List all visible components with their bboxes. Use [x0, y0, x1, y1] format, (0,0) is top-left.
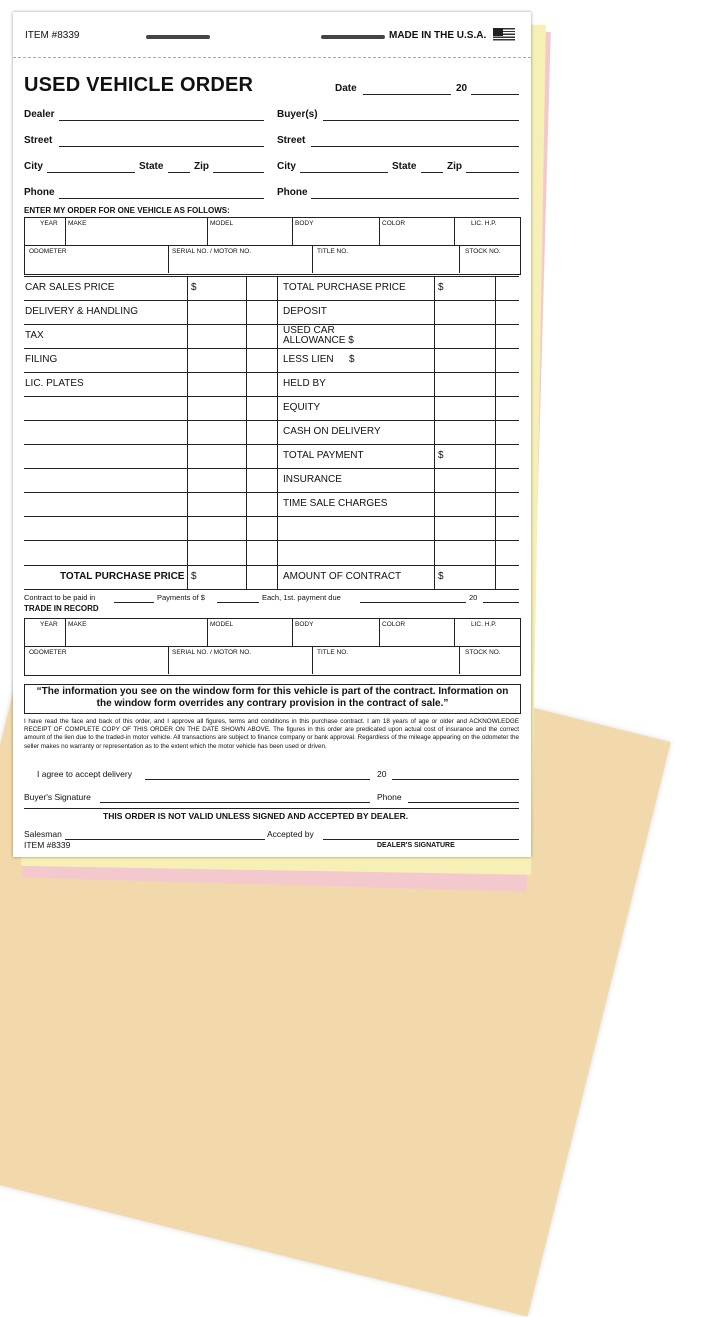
row-deposit: DEPOSIT: [283, 306, 327, 317]
col-odometer: ODOMETER: [29, 248, 67, 255]
row-total-payment: TOTAL PAYMENT: [283, 450, 364, 461]
price-table-row-line: [24, 468, 519, 469]
trade-col-lic-hp: LIC. H.P.: [471, 621, 497, 628]
agree-year-field[interactable]: [392, 779, 519, 780]
price-col-divider: [187, 276, 188, 589]
buyer-signature-label: Buyer's Signature: [24, 792, 91, 802]
grid-divider: [379, 217, 380, 245]
trade-col-stock: STOCK NO.: [465, 649, 501, 656]
grid-divider: [168, 245, 169, 273]
city-label: City: [24, 161, 43, 172]
legal-text: I have read the face and back of this order, and I approve all figures, terms and conditions in this purchase contract. I am 18 years of age or older and ACKNOWLEDGE RECEIPT OF COMPLETE COPY OF THIS ORDER ON THE DATE SHOWN ABOVE. The figures in this order are predicated upon actual cost of insurance and the correct amount of the lien due to the traded-in motor vehicle. All transactions are subject to finance company or bank approval. Regardless of the mileage appearing on the odometer the seller makes no warranty or representation as to the extent which the motor vehicle has been used or driven.: [24, 718, 519, 750]
grid-divider: [65, 618, 66, 646]
row-total-purchase-price: TOTAL PURCHASE PRICE: [283, 282, 406, 293]
zip-field[interactable]: [213, 172, 264, 173]
row-held-by: HELD BY: [283, 378, 326, 389]
phone2-field[interactable]: [408, 802, 519, 803]
col-model: MODEL: [210, 220, 234, 227]
grid-divider: [292, 217, 293, 245]
payments-of: Payments of $: [157, 593, 205, 602]
salesman-field[interactable]: [65, 839, 265, 840]
price-col-divider: [246, 276, 247, 589]
grid-divider: [207, 618, 208, 646]
form-title: USED VEHICLE ORDER: [24, 74, 254, 96]
trade-col-make: MAKE: [68, 621, 87, 628]
dollar-sign: $: [349, 354, 355, 365]
dollar-sign: $: [438, 450, 444, 461]
buyer-city-field[interactable]: [300, 172, 388, 173]
phone2-label: Phone: [377, 792, 402, 802]
grid-divider: [65, 217, 66, 245]
city-field[interactable]: [47, 172, 135, 173]
order-heading: ENTER MY ORDER FOR ONE VEHICLE AS FOLLOWS:: [24, 206, 230, 215]
contract-year: 20: [469, 593, 478, 602]
contract-year-field[interactable]: [483, 602, 519, 603]
buyer-signature-field[interactable]: [100, 802, 370, 803]
binding-bar-left: [146, 35, 210, 39]
year-field[interactable]: [471, 94, 519, 95]
grid-divider: [207, 217, 208, 245]
vehicle-grid: [24, 217, 521, 275]
price-table-row-line: [24, 565, 519, 566]
row-less-lien: LESS LIEN: [283, 354, 334, 365]
buyer-state-label: State: [392, 161, 417, 172]
window-form-notice: “The information you see on the window form for this vehicle is part of the contract. Information on the window form overrides any contrary provision in the contract of sale.”: [24, 684, 521, 714]
buyer-state-field[interactable]: [421, 172, 443, 173]
buyers-field[interactable]: [323, 120, 519, 121]
row-insurance: INSURANCE: [283, 474, 342, 485]
buyer-city-label: City: [277, 161, 296, 172]
col-body: BODY: [295, 220, 314, 227]
price-col-divider: [277, 276, 278, 589]
grid-divider: [24, 646, 520, 647]
divider: [24, 808, 519, 809]
contract-paid-in-field[interactable]: [114, 602, 154, 603]
col-lic-hp: LIC. H.P.: [471, 220, 497, 227]
grid-divider: [459, 646, 460, 674]
row-lic-plates: LIC. PLATES: [25, 378, 84, 389]
street-field[interactable]: [59, 146, 264, 147]
item-number: ITEM #8339: [25, 30, 80, 41]
buyer-phone-label: Phone: [277, 187, 308, 198]
price-table-top: [24, 276, 519, 277]
grid-divider: [379, 618, 380, 646]
trade-col-year: YEAR: [40, 621, 58, 628]
agree-label: I agree to accept delivery: [37, 769, 132, 779]
price-table-row-line: [24, 516, 519, 517]
phone-label: Phone: [24, 187, 55, 198]
amount-of-contract-label: AMOUNT OF CONTRACT: [283, 571, 402, 582]
contract-paid-in: Contract to be paid in: [24, 593, 96, 602]
made-in-usa: MADE IN THE U.S.A.: [389, 30, 487, 41]
col-title: TITLE NO.: [317, 248, 349, 255]
row-allowance: ALLOWANCE $: [283, 335, 354, 346]
grid-divider: [459, 245, 460, 273]
grid-divider: [312, 245, 313, 273]
col-color: COLOR: [382, 220, 406, 227]
date-field[interactable]: [363, 94, 451, 95]
dollar-sign: $: [438, 571, 444, 582]
phone-field[interactable]: [59, 198, 264, 199]
price-table-row-line: [24, 589, 519, 590]
accepted-by-label: Accepted by: [267, 829, 314, 839]
grid-divider: [312, 646, 313, 674]
trade-col-title: TITLE NO.: [317, 649, 349, 656]
agree-year: 20: [377, 769, 387, 779]
payments-of-field[interactable]: [217, 602, 259, 603]
street-label: Street: [24, 135, 53, 146]
row-equity: EQUITY: [283, 402, 321, 413]
trade-col-serial: SERIAL NO. / MOTOR NO.: [172, 649, 252, 656]
buyer-zip-field[interactable]: [466, 172, 519, 173]
salesman-label: Salesman: [24, 829, 62, 839]
price-table-row-line: [24, 540, 519, 541]
grid-divider: [24, 245, 520, 246]
date-year: 20: [456, 83, 468, 94]
trade-in-grid: [24, 618, 521, 676]
trade-col-model: MODEL: [210, 621, 234, 628]
dollar-sign: $: [191, 282, 197, 293]
trade-in-heading: TRADE IN RECORD: [24, 604, 99, 613]
price-col-divider: [434, 276, 435, 589]
date-label: Date: [335, 83, 357, 94]
col-year: YEAR: [40, 220, 58, 227]
grid-divider: [292, 618, 293, 646]
left-total-label: TOTAL PURCHASE PRICE: [60, 571, 185, 582]
row-used-car: USED CAR: [283, 325, 335, 336]
first-payment-due: Each, 1st. payment due: [262, 593, 341, 602]
price-table-row-line: [24, 348, 519, 349]
price-table-row-line: [24, 444, 519, 445]
price-table-row-line: [24, 492, 519, 493]
price-table-row-line: [24, 396, 519, 397]
price-col-divider: [495, 276, 496, 589]
state-field[interactable]: [168, 172, 190, 173]
row-cash-on-delivery: CASH ON DELIVERY: [283, 426, 381, 437]
dealer-field[interactable]: [59, 120, 264, 121]
buyer-phone-field[interactable]: [311, 198, 519, 199]
binding-bar-right: [321, 35, 385, 39]
price-table-row-line: [24, 372, 519, 373]
price-table-row-line: [24, 420, 519, 421]
accepted-by-field[interactable]: [323, 839, 519, 840]
row-car-sales-price: CAR SALES PRICE: [25, 282, 115, 293]
perforation-line: [13, 57, 531, 58]
col-stock: STOCK NO.: [465, 248, 501, 255]
grid-divider: [454, 217, 455, 245]
trade-col-odometer: ODOMETER: [29, 649, 67, 656]
row-filing: FILING: [25, 354, 58, 365]
price-table-row-line: [24, 300, 519, 301]
buyer-street-label: Street: [277, 135, 306, 146]
dealer-signature-label: DEALER'S SIGNATURE: [377, 842, 455, 849]
not-valid-notice: THIS ORDER IS NOT VALID UNLESS SIGNED AND ACCEPTED BY DEALER.: [103, 811, 409, 821]
grid-divider: [168, 646, 169, 674]
row-tax: TAX: [25, 330, 44, 341]
col-make: MAKE: [68, 220, 87, 227]
dealer-label: Dealer: [24, 109, 55, 120]
row-time-sale-charges: TIME SALE CHARGES: [283, 498, 388, 509]
state-label: State: [139, 161, 164, 172]
trade-col-color: COLOR: [382, 621, 406, 628]
zip-label: Zip: [194, 161, 209, 172]
us-flag-icon: [493, 28, 515, 42]
dollar-sign: $: [191, 571, 197, 582]
grid-divider: [454, 618, 455, 646]
trade-col-body: BODY: [295, 621, 314, 628]
item-number-bottom: ITEM #8339: [24, 840, 71, 850]
white-original-sheet: [13, 12, 531, 857]
first-payment-field[interactable]: [360, 602, 466, 603]
delivery-date-field[interactable]: [145, 779, 370, 780]
price-table-row-line: [24, 324, 519, 325]
buyers-label: Buyer(s): [277, 109, 318, 120]
col-serial: SERIAL NO. / MOTOR NO.: [172, 248, 252, 255]
buyer-street-field[interactable]: [311, 146, 519, 147]
row-delivery-handling: DELIVERY & HANDLING: [25, 306, 139, 317]
buyer-zip-label: Zip: [447, 161, 462, 172]
dollar-sign: $: [438, 282, 444, 293]
